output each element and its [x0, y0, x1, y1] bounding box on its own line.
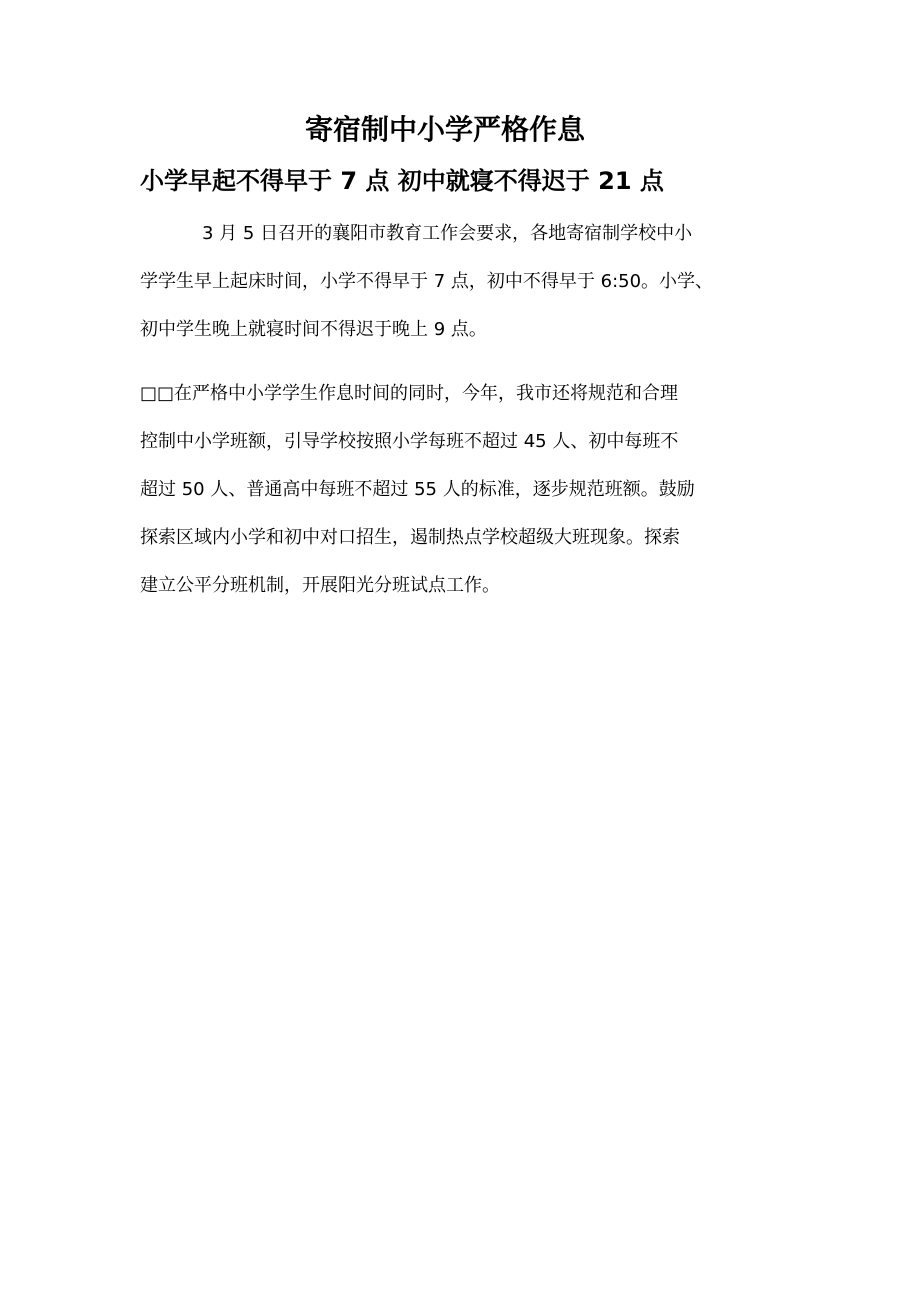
paragraph-2-line-2: 控制中小学班额，引导学校按照小学每班不超过 45 人、初中每班不 [140, 431, 679, 452]
paragraph-1 [140, 210, 790, 354]
paragraph-1-line-3: 初中学生晚上就寝时间不得迟于晚上 9 点。 [140, 319, 487, 340]
paragraph-1-line-2: 学学生早上起床时间，小学不得早于 7 点，初中不得早于 6:50。小学、 [140, 271, 714, 292]
paragraph-2-line-3: 超过 50 人、普通高中每班不超过 55 人的标准，逐步规范班额。鼓励 [140, 479, 695, 500]
paragraph-2-line-4: 探索区域内小学和初中对口招生，遏制热点学校超级大班现象。探索 [140, 527, 680, 548]
document-subtitle: 小学早起不得早于 7 点 初中就寝不得迟于 21 点 [140, 167, 664, 195]
paragraph-2-line-1: □□在严格中小学学生作息时间的同时，今年，我市还将规范和合理 [140, 383, 679, 404]
document-title: 寄宿制中小学严格作息 [304, 113, 585, 146]
paragraph-1-line-1: 3 月 5 日召开的襄阳市教育工作会要求，各地寄宿制学校中小 [202, 223, 693, 244]
paragraph-2 [140, 370, 790, 610]
paragraph-2-line-5: 建立公平分班机制，开展阳光分班试点工作。 [140, 575, 500, 596]
